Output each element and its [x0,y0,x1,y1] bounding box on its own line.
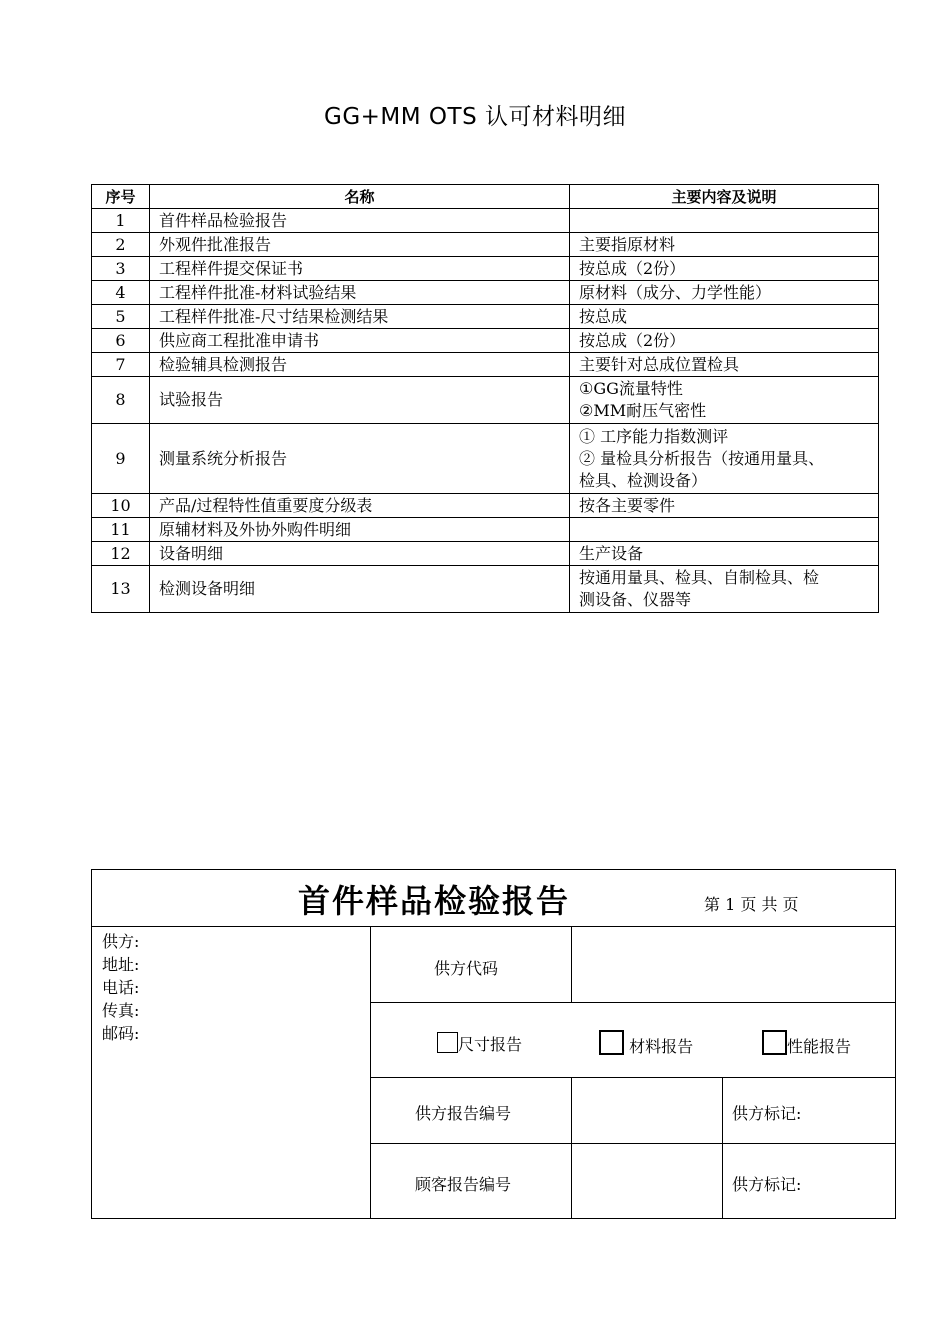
row-description [570,424,879,494]
row-name: 检验辅具检测报告 [150,353,570,377]
row-name: 外观件批准报告 [150,233,570,257]
row-description-line: 按通用量具、检具、自制检具、检 [579,568,820,587]
row-description: 按总成（2份） [570,257,879,281]
supplier-report-no-field[interactable] [572,1078,722,1143]
supplier-info-block [102,930,139,1045]
table-row [92,209,879,233]
row-name: 产品/过程特性值重要度分级表 [150,494,570,518]
dimension-report-option[interactable] [437,1032,522,1055]
form-left-divider [370,926,371,1218]
performance-report-checkbox[interactable] [762,1030,787,1055]
performance-report-label: 性能报告 [787,1037,852,1056]
row-name: 工程样件提交保证书 [150,257,570,281]
column-header-name: 名称 [150,185,570,209]
row-number: 10 [92,494,150,518]
row-name: 原辅材料及外协外购件明细 [150,518,570,542]
supplier-code-label: 供方代码 [434,959,499,978]
row-description [570,209,879,233]
column-header-no: 序号 [92,185,150,209]
first-sample-inspection-report-form [91,869,896,1219]
row-name: 首件样品检验报告 [150,209,570,233]
row-description [570,518,879,542]
table-row [92,542,879,566]
row-name: 工程样件批准-材料试验结果 [150,281,570,305]
row-description: 原材料（成分、力学性能） [570,281,879,305]
form-col-divider [722,1077,723,1218]
row-description: 按总成（2份） [570,329,879,353]
row-number: 7 [92,353,150,377]
column-header-description: 主要内容及说明 [570,185,879,209]
supplier-mark-label: 供方标记: [732,1175,802,1194]
table-row [92,424,879,494]
dimension-report-checkbox[interactable] [437,1032,458,1053]
table-row [92,566,879,613]
material-report-option[interactable] [599,1030,693,1057]
row-description: 生产设备 [570,542,879,566]
row-number: 3 [92,257,150,281]
row-description: 主要指原材料 [570,233,879,257]
row-description [570,566,879,613]
customer-report-no-label: 顾客报告编号 [415,1175,512,1194]
material-report-checkbox[interactable] [599,1030,624,1055]
row-description-line: ①GG流量特性 [579,379,683,398]
row-number: 5 [92,305,150,329]
row-description-line: 测设备、仪器等 [579,590,692,609]
material-report-label: 材料报告 [629,1037,694,1056]
row-number: 8 [92,377,150,424]
row-number: 11 [92,518,150,542]
table-row [92,233,879,257]
row-name: 试验报告 [150,377,570,424]
row-name: 测量系统分析报告 [150,424,570,494]
row-number: 4 [92,281,150,305]
customer-report-no-field[interactable] [572,1144,722,1218]
table-header-row [92,185,879,209]
form-title: 首件样品检验报告 [298,882,571,920]
table-row [92,257,879,281]
materials-table [91,184,879,613]
fax-label: 传真: [102,1001,140,1020]
row-description-line: 检具、检测设备） [579,470,708,490]
supplier-report-no-label: 供方报告编号 [415,1104,512,1123]
table-row [92,305,879,329]
row-number: 1 [92,209,150,233]
row-description-line: ① 工序能力指数测评 [579,426,729,446]
form-row-divider [370,1002,895,1003]
row-description: 主要针对总成位置检具 [570,353,879,377]
row-name: 检测设备明细 [150,566,570,613]
row-number: 13 [92,566,150,613]
dimension-report-label: 尺寸报告 [458,1035,523,1054]
page-info: 第 1 页 共 页 [704,895,799,914]
address-label: 地址: [102,955,140,974]
table-row [92,518,879,542]
document-title: GG+MM OTS 认可材料明细 [324,104,626,130]
supplier-label: 供方: [102,932,140,951]
performance-report-option[interactable] [762,1030,851,1057]
row-description [570,377,879,424]
row-name: 工程样件批准-尺寸结果检测结果 [150,305,570,329]
table-row [92,494,879,518]
supplier-code-field[interactable] [572,927,895,1002]
row-description: 按总成 [570,305,879,329]
row-number: 12 [92,542,150,566]
row-description-line: ②MM耐压气密性 [579,401,707,420]
table-row [92,377,879,424]
row-number: 2 [92,233,150,257]
table-row [92,281,879,305]
row-number: 9 [92,424,150,494]
supplier-mark-label: 供方标记: [732,1104,802,1123]
row-number: 6 [92,329,150,353]
table-row [92,329,879,353]
postcode-label: 邮码: [102,1024,140,1043]
row-description-line: ② 量检具分析报告（按通用量具、 [579,448,825,468]
row-description: 按各主要零件 [570,494,879,518]
row-name: 设备明细 [150,542,570,566]
row-name: 供应商工程批准申请书 [150,329,570,353]
table-row [92,353,879,377]
phone-label: 电话: [102,978,140,997]
